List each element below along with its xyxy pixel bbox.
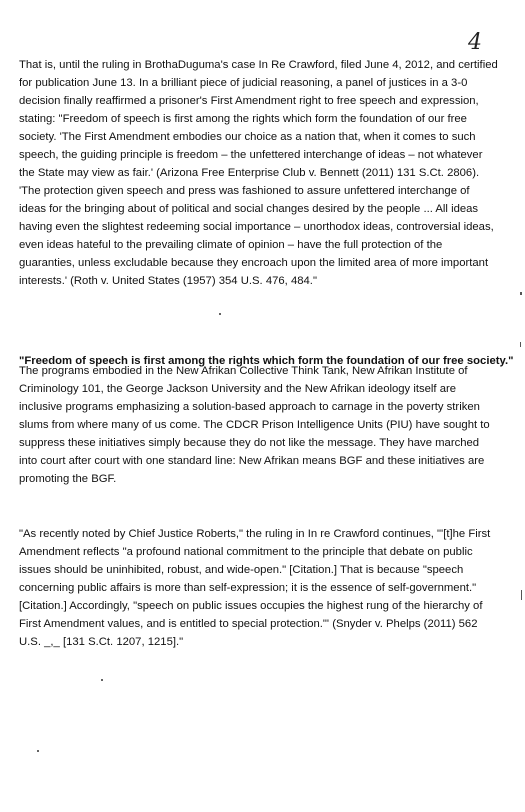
scan-edge-mark — [520, 292, 522, 295]
paragraph-new-afrikan-programs: The programs embodied in the New Afrikan Collective Think Tank, New Afrikan Institute of Criminology 101, the George Jackson University and the New Afrikan ideology itself are inclusive programs emphasizing a solution-based approach to carnage in the poverty striken slums from where many of us come. The CDCR Prison Intelligence Units (PIU) have sought to suppress these initiatives simply because they do not like the message. They have marched into court after court with one standard line: New Afrikan means BGF and these initiatives are promoting the BGF. — [19, 365, 490, 485]
scan-edge-mark — [520, 342, 521, 347]
scan-speck — [219, 313, 221, 315]
scan-edge-mark — [521, 590, 522, 600]
scan-speck — [37, 750, 39, 752]
pull-quote: "Freedom of speech is first among the rights which form the foundation of our free society." — [19, 355, 514, 367]
scan-speck — [101, 679, 103, 681]
paragraph-in-re-crawford-ruling: That is, until the ruling in BrothaDuguma's case In Re Crawford, filed June 4, 2012, and certified for publication June 13. In a brilliant piece of judicial reasoning, a panel of justices in a 3-0 decision finally reaffirmed a prisoner's First Amendment right to free speech and expression, stating: "Freedom of speech is first among the rights which form the foundation of our free society. 'The First Amendment embodies our choice as a nation that, when it comes to such speech, the guiding principle is freedom – the unfettered interchange of ideas – not whatever the State may view as fair.' (Arizona Free Enterprise Club v. Bennett (2011) 131 S.Ct. 2806). 'The protection given speech and press was fashioned to assure unfettered interchange of ideas for the bringing about of political and social changes desired by the people ... All ideas having even the slightest redeeming social importance – unorthodox ideas, controversial ideas, even ideas hateful to the prevailing climate of opinion – have the full protection of the guaranties, unless excludable because they encroach upon the limited area of more important interests.' (Roth v. United States (1957) 354 U.S. 476, 484." — [19, 59, 498, 287]
paragraph-chief-justice-roberts: "As recently noted by Chief Justice Roberts," the ruling in In re Crawford continues, "'[t]he First Amendment reflects "a profound national commitment to the principle that debate on public issues should be uninhibited, robust, and wide-open." [Citation.] That is because "speech concerning public affairs is more than self-expression; it is the essence of self-government." [Citation.] Accordingly, "speech on public issues occupies the highest rung of the hierarchy of First Amendment values, and is entitled to special protection."' (Snyder v. Phelps (2011) 562 U.S. _,_ [131 S.Ct. 1207, 1215]." — [19, 528, 491, 648]
page-number: 4 — [468, 30, 482, 55]
